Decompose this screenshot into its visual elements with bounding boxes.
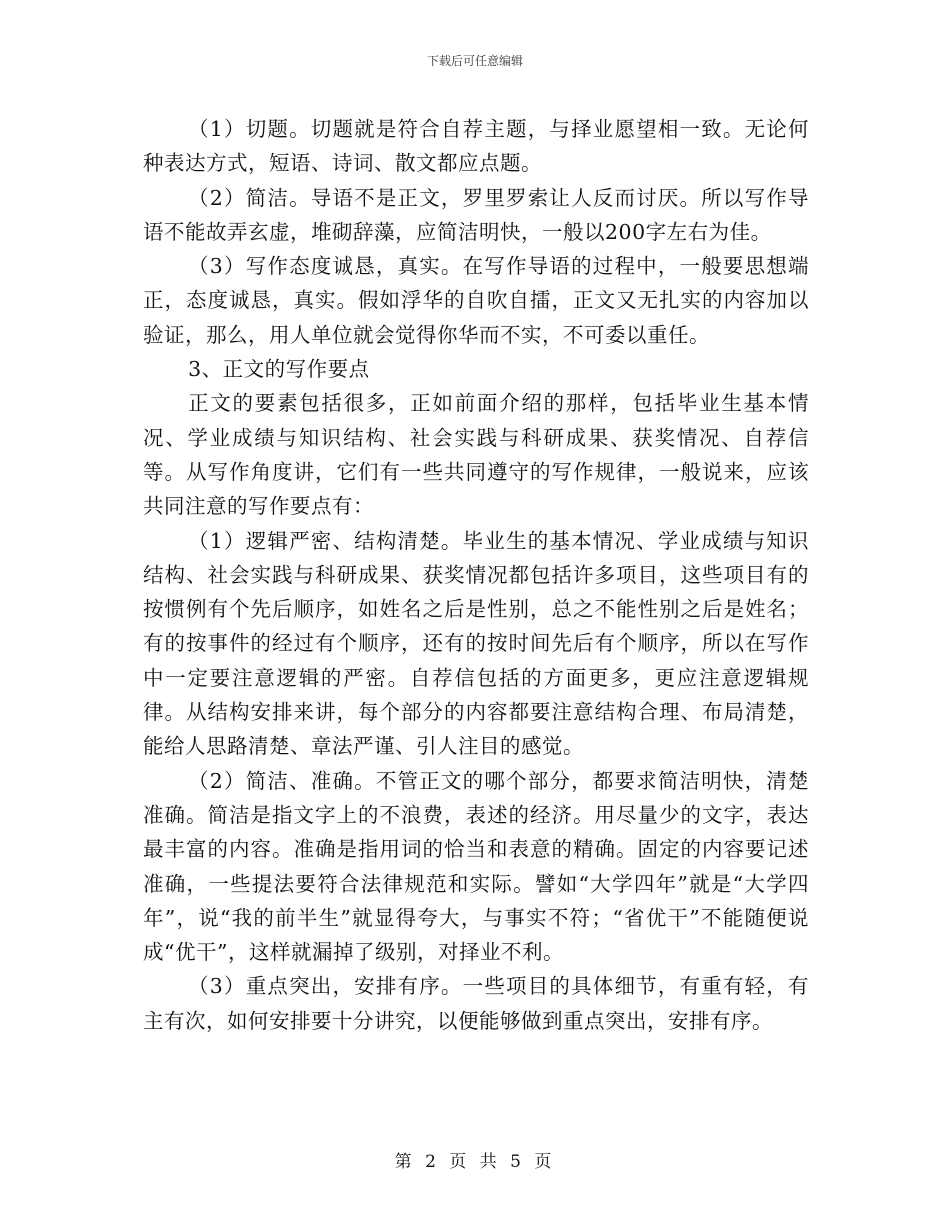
document-body [143,112,809,1038]
paragraph-point-sincere: （3）写作态度诚恳，真实。在写作导语的过程中，一般要思想端正，态度诚恳，真实。假如浮华的自吹自擂，正文又无扎实的内容加以验证，那么，用人单位就会觉得你华而不实，不可委以重任。 [143,254,809,347]
section-heading: 3、正文的写作要点 [188,357,370,382]
paragraph-point-relevance: （1）切题。切题就是符合自荐主题，与择业愿望相一致。无论何种表达方式，短语、诗词、散文都应点题。 [143,117,809,176]
paragraph-point-logic: （1）逻辑严密、结构清楚。毕业生的基本情况、学业成绩与知识结构、社会实践与科研成果、获奖情况都包括许多项目，这些项目有的按惯例有个先后顺序，如姓名之后是性别，总之不能性别之后是姓名；有的按事件的经过有个顺序，还有的按时间先后有个顺序，所以在写作中一定要注意逻辑的严密。自荐信包括的方面更多，更应注意逻辑规律。从结构安排来讲，每个部分的内容都要注意结构合理、布局清楚，能给人思路清楚、章法严谨、引人注目的感觉。 [143,528,809,759]
paragraph-body-intro: 正文的要素包括很多，正如前面介绍的那样，包括毕业生基本情况、学业成绩与知识结构、社会实践与科研成果、获奖情况、自荐信等。从写作角度讲，它们有一些共同遵守的写作规律，一般说来，应该共同注意的写作要点有： [143,391,809,519]
paragraph-point-priority: （3）重点突出，安排有序。一些项目的具体细节，有重有轻，有主有次，如何安排要十分讲究，以便能够做到重点突出，安排有序。 [143,974,809,1033]
page-header: 下载后可任意编辑 [426,54,523,68]
paragraph-point-accuracy: （2）简洁、准确。不管正文的哪个部分，都要求简洁明快，清楚准确。简洁是指文字上的不浪费，表述的经济。用尽量少的文字，表达最丰富的内容。准确是指用词的恰当和表意的精确。固定的内容要记述准确，一些提法要符合法律规范和实际。譬如“大学四年”就是“大学四年”，说“我的前半生”就显得夸大，与事实不符；“省优干”不能随便说成“优干”，这样就漏掉了级别，对择业不利。 [143,768,809,965]
page-number: 第 2 页 共 5 页 [394,1152,556,1172]
paragraph-point-concise: （2）简洁。导语不是正文，罗里罗索让人反而讨厌。所以写作导语不能故弄玄虚，堆砌辞藻，应简洁明快，一般以200字左右为佳。 [143,185,809,244]
